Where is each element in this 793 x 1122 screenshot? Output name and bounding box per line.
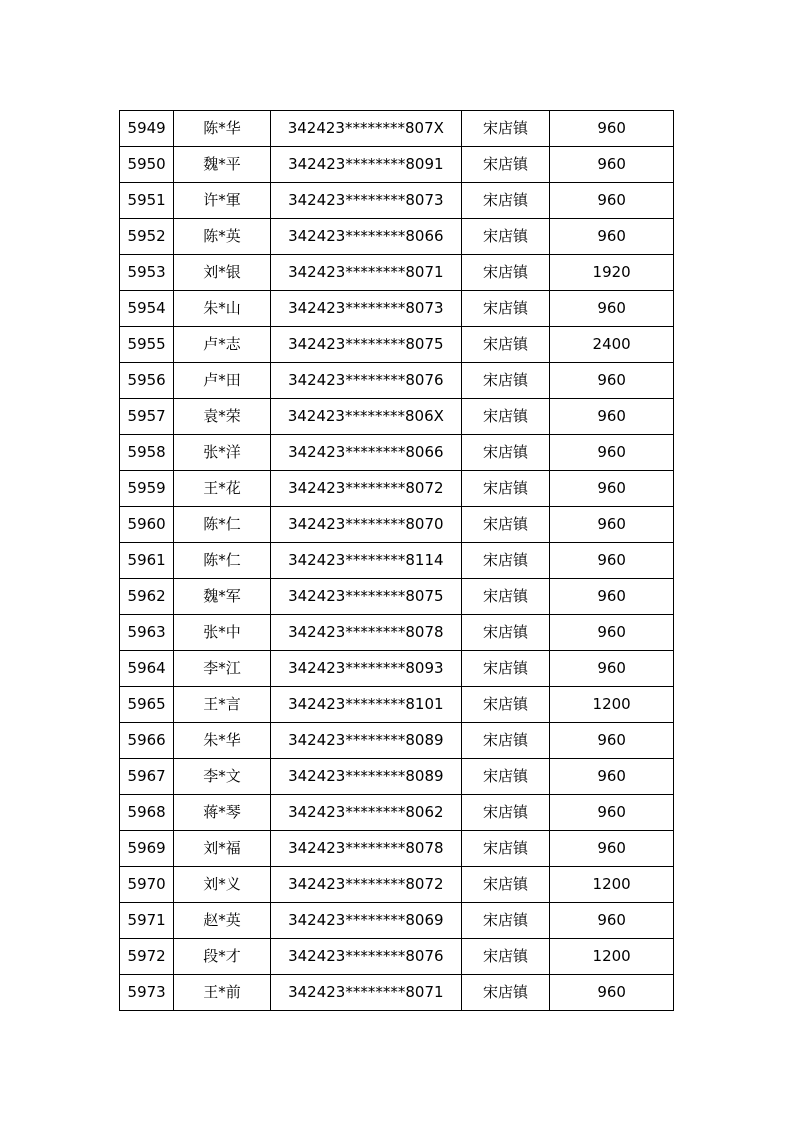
cell-amount: 960 xyxy=(550,975,674,1011)
table-row xyxy=(120,687,674,723)
cell-amount: 1200 xyxy=(550,687,674,723)
cell-town: 宋店镇 xyxy=(461,471,549,507)
cell-amount: 960 xyxy=(550,651,674,687)
cell-town: 宋店镇 xyxy=(461,903,549,939)
cell-amount: 960 xyxy=(550,399,674,435)
cell-seq: 5970 xyxy=(120,867,174,903)
table-row xyxy=(120,363,674,399)
cell-id-number: 342423********8078 xyxy=(270,831,461,867)
cell-amount: 1200 xyxy=(550,939,674,975)
cell-name: 王*言 xyxy=(174,687,271,723)
cell-name: 张*洋 xyxy=(174,435,271,471)
table-row xyxy=(120,867,674,903)
cell-amount: 960 xyxy=(550,759,674,795)
table-row xyxy=(120,435,674,471)
table-row xyxy=(120,975,674,1011)
cell-seq: 5965 xyxy=(120,687,174,723)
cell-id-number: 342423********8062 xyxy=(270,795,461,831)
cell-town: 宋店镇 xyxy=(461,723,549,759)
cell-town: 宋店镇 xyxy=(461,183,549,219)
table-row xyxy=(120,255,674,291)
cell-id-number: 342423********8070 xyxy=(270,507,461,543)
cell-seq: 5952 xyxy=(120,219,174,255)
cell-amount: 960 xyxy=(550,183,674,219)
cell-seq: 5969 xyxy=(120,831,174,867)
table-row xyxy=(120,291,674,327)
cell-town: 宋店镇 xyxy=(461,111,549,147)
cell-id-number: 342423********8076 xyxy=(270,363,461,399)
table-row xyxy=(120,183,674,219)
cell-town: 宋店镇 xyxy=(461,363,549,399)
cell-amount: 960 xyxy=(550,723,674,759)
cell-seq: 5967 xyxy=(120,759,174,795)
cell-seq: 5949 xyxy=(120,111,174,147)
cell-id-number: 342423********8075 xyxy=(270,327,461,363)
cell-id-number: 342423********8071 xyxy=(270,255,461,291)
cell-town: 宋店镇 xyxy=(461,147,549,183)
table-row xyxy=(120,903,674,939)
cell-amount: 960 xyxy=(550,291,674,327)
cell-amount: 1200 xyxy=(550,867,674,903)
cell-name: 陈*华 xyxy=(174,111,271,147)
cell-amount: 1920 xyxy=(550,255,674,291)
cell-seq: 5950 xyxy=(120,147,174,183)
cell-id-number: 342423********8073 xyxy=(270,183,461,219)
cell-name: 刘*银 xyxy=(174,255,271,291)
cell-seq: 5973 xyxy=(120,975,174,1011)
cell-name: 朱*山 xyxy=(174,291,271,327)
cell-town: 宋店镇 xyxy=(461,579,549,615)
cell-name: 陈*仁 xyxy=(174,507,271,543)
cell-town: 宋店镇 xyxy=(461,543,549,579)
cell-id-number: 342423********8093 xyxy=(270,651,461,687)
table-row xyxy=(120,543,674,579)
cell-name: 李*文 xyxy=(174,759,271,795)
cell-town: 宋店镇 xyxy=(461,651,549,687)
cell-seq: 5953 xyxy=(120,255,174,291)
cell-amount: 960 xyxy=(550,363,674,399)
cell-seq: 5955 xyxy=(120,327,174,363)
cell-id-number: 342423********8101 xyxy=(270,687,461,723)
cell-id-number: 342423********8089 xyxy=(270,723,461,759)
cell-seq: 5966 xyxy=(120,723,174,759)
cell-seq: 5968 xyxy=(120,795,174,831)
cell-id-number: 342423********8069 xyxy=(270,903,461,939)
table-body xyxy=(120,111,674,1011)
table-row xyxy=(120,831,674,867)
cell-town: 宋店镇 xyxy=(461,255,549,291)
cell-amount: 960 xyxy=(550,111,674,147)
cell-id-number: 342423********8072 xyxy=(270,867,461,903)
table-row xyxy=(120,651,674,687)
table-row xyxy=(120,327,674,363)
cell-seq: 5957 xyxy=(120,399,174,435)
cell-amount: 960 xyxy=(550,579,674,615)
cell-town: 宋店镇 xyxy=(461,615,549,651)
cell-name: 陈*英 xyxy=(174,219,271,255)
cell-town: 宋店镇 xyxy=(461,507,549,543)
cell-town: 宋店镇 xyxy=(461,399,549,435)
cell-amount: 960 xyxy=(550,795,674,831)
cell-town: 宋店镇 xyxy=(461,327,549,363)
cell-id-number: 342423********8078 xyxy=(270,615,461,651)
cell-town: 宋店镇 xyxy=(461,867,549,903)
cell-amount: 2400 xyxy=(550,327,674,363)
cell-id-number: 342423********8072 xyxy=(270,471,461,507)
cell-id-number: 342423********807X xyxy=(270,111,461,147)
cell-id-number: 342423********8076 xyxy=(270,939,461,975)
cell-id-number: 342423********8089 xyxy=(270,759,461,795)
cell-name: 蒋*琴 xyxy=(174,795,271,831)
cell-name: 刘*义 xyxy=(174,867,271,903)
cell-name: 袁*荣 xyxy=(174,399,271,435)
table-row xyxy=(120,399,674,435)
cell-seq: 5972 xyxy=(120,939,174,975)
cell-seq: 5951 xyxy=(120,183,174,219)
cell-name: 朱*华 xyxy=(174,723,271,759)
cell-town: 宋店镇 xyxy=(461,291,549,327)
table-row xyxy=(120,111,674,147)
cell-amount: 960 xyxy=(550,543,674,579)
cell-id-number: 342423********8073 xyxy=(270,291,461,327)
cell-town: 宋店镇 xyxy=(461,759,549,795)
cell-name: 魏*军 xyxy=(174,579,271,615)
cell-name: 李*江 xyxy=(174,651,271,687)
cell-seq: 5959 xyxy=(120,471,174,507)
cell-name: 许*軍 xyxy=(174,183,271,219)
cell-town: 宋店镇 xyxy=(461,435,549,471)
cell-id-number: 342423********8066 xyxy=(270,435,461,471)
cell-id-number: 342423********8114 xyxy=(270,543,461,579)
cell-name: 陈*仁 xyxy=(174,543,271,579)
cell-seq: 5956 xyxy=(120,363,174,399)
table-row xyxy=(120,219,674,255)
cell-name: 王*花 xyxy=(174,471,271,507)
cell-id-number: 342423********806X xyxy=(270,399,461,435)
cell-town: 宋店镇 xyxy=(461,687,549,723)
cell-seq: 5971 xyxy=(120,903,174,939)
cell-name: 王*前 xyxy=(174,975,271,1011)
cell-name: 刘*福 xyxy=(174,831,271,867)
cell-id-number: 342423********8075 xyxy=(270,579,461,615)
cell-name: 卢*田 xyxy=(174,363,271,399)
cell-town: 宋店镇 xyxy=(461,939,549,975)
data-table xyxy=(119,110,674,1011)
cell-seq: 5962 xyxy=(120,579,174,615)
table-row xyxy=(120,615,674,651)
table-row xyxy=(120,795,674,831)
cell-seq: 5964 xyxy=(120,651,174,687)
cell-amount: 960 xyxy=(550,507,674,543)
cell-seq: 5963 xyxy=(120,615,174,651)
table-row xyxy=(120,471,674,507)
cell-seq: 5958 xyxy=(120,435,174,471)
cell-name: 张*中 xyxy=(174,615,271,651)
cell-amount: 960 xyxy=(550,903,674,939)
cell-id-number: 342423********8066 xyxy=(270,219,461,255)
cell-amount: 960 xyxy=(550,615,674,651)
cell-id-number: 342423********8071 xyxy=(270,975,461,1011)
cell-town: 宋店镇 xyxy=(461,219,549,255)
table-row xyxy=(120,759,674,795)
cell-name: 卢*志 xyxy=(174,327,271,363)
cell-amount: 960 xyxy=(550,435,674,471)
cell-town: 宋店镇 xyxy=(461,795,549,831)
cell-amount: 960 xyxy=(550,219,674,255)
cell-town: 宋店镇 xyxy=(461,975,549,1011)
cell-name: 段*才 xyxy=(174,939,271,975)
cell-seq: 5954 xyxy=(120,291,174,327)
table-row xyxy=(120,579,674,615)
cell-amount: 960 xyxy=(550,147,674,183)
cell-amount: 960 xyxy=(550,471,674,507)
cell-name: 赵*英 xyxy=(174,903,271,939)
cell-amount: 960 xyxy=(550,831,674,867)
cell-id-number: 342423********8091 xyxy=(270,147,461,183)
cell-town: 宋店镇 xyxy=(461,831,549,867)
cell-seq: 5960 xyxy=(120,507,174,543)
table-row xyxy=(120,723,674,759)
table-row xyxy=(120,147,674,183)
cell-name: 魏*平 xyxy=(174,147,271,183)
table-row xyxy=(120,507,674,543)
table-row xyxy=(120,939,674,975)
cell-seq: 5961 xyxy=(120,543,174,579)
